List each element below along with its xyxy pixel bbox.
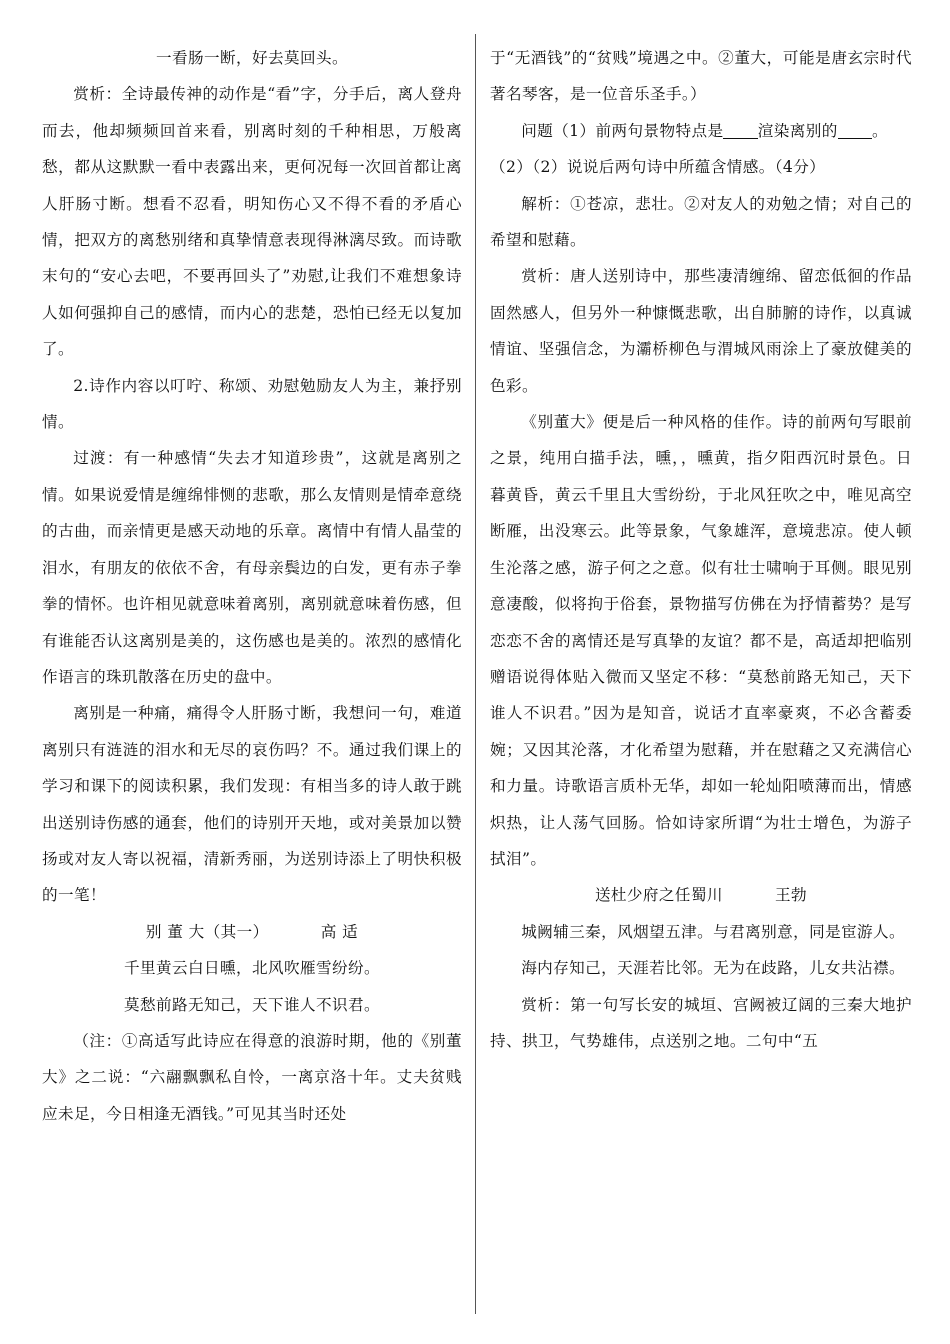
appreciation-paragraph: 赏析：全诗最传神的动作是“看”字，分手后，离人登舟而去，他却频频回首来看，别离时刻的千种相思，万般离愁，都从这默默一看中表露出来，更何况每一次回首都让离人肝肠寸断。想看不忍看，明知伤心又不得不看的矛盾心情，把双方的离愁别绪和真挚情意表现得淋漓尽致。而诗歌末句的“安心去吧，不要再回头了”劝慰,让我们不难想象诗人如何强抑自己的感情，而内心的悲楚，恐怕已经无以复加了。 — [42, 85, 462, 359]
poem-verse-1: 城阙辅三秦，风烟望五津。与君离别意，同是宦游人。 — [521, 922, 906, 941]
poem-title: 送杜少府之任蜀川 — [594, 886, 723, 905]
column-divider — [475, 34, 476, 1314]
answer-blank[interactable] — [723, 122, 757, 139]
poem-author: 高 适 — [320, 922, 359, 941]
answer-blank[interactable] — [838, 122, 872, 139]
appreciation-paragraph: 赏析：第一句写长安的城垣、宫阙被辽阔的三秦大地护持、拱卫，气势雄伟，点送别之地。二句中“五 — [490, 995, 912, 1050]
poem-verse-2: 莫愁前路无知己，天下谁人不识君。 — [124, 995, 380, 1014]
question-1-part-c: 。 — [872, 121, 889, 140]
poem-title: 别 董 大（其一） — [145, 922, 269, 941]
left-column — [42, 40, 462, 1324]
poem-line: 一看肠一断，好去莫回头。 — [156, 49, 348, 67]
poem-verse-2: 海内存知己，天涯若比邻。无为在歧路，儿女共沾襟。 — [521, 959, 906, 978]
note-paragraph: （注：①高适写此诗应在得意的浪游时期，他的《别董大》之二说：“六翮飘飘私自怜，一离京洛十年。丈夫贫贱应未足，今日相逢无酒钱。”可见其当时还处 — [42, 1031, 462, 1123]
note-continuation: 于“无酒钱”的“贫贱”境遇之中。②董大，可能是唐玄宗时代著名琴客，是一位音乐圣手。） — [490, 49, 912, 104]
right-column — [490, 40, 912, 1324]
question-2: （2）（2）说说后两句诗中所蕴含情感。（4分） — [490, 158, 826, 177]
appreciation-paragraph: 赏析：唐人送别诗中，那些凄清缠绵、留恋低徊的作品固然感人，但另外一种慷慨悲歌，出自肺腑的诗作，以真诚情谊、坚强信念，为灞桥柳色与渭城风雨涂上了豪放健美的色彩。 — [490, 267, 912, 395]
poem-heading — [490, 877, 912, 913]
answer-paragraph: 解析：①苍凉，悲壮。②对友人的劝勉之情；对自己的希望和慰藉。 — [490, 194, 912, 250]
point-paragraph: 2.诗作内容以叮咛、称颂、劝慰勉励友人为主，兼抒别情。 — [42, 376, 462, 432]
question-1 — [490, 113, 912, 149]
question-1-part-a: 问题（1）前两句景物特点是 — [521, 121, 724, 140]
transition-paragraph: 过渡：有一种感情“失去才知道珍贵”，这就是离别之情。如果说爱情是缠绵悱恻的悲歌，那么友情则是情牵意绕的古曲，而亲情更是感天动地的乐章。离情中有情人晶莹的泪水，有朋友的依依不舍，有母亲鬓边的白发，更有赤子拳拳的情怀。也许相见就意味着离别，离别就意味着伤感，但有谁能否认这离别是美的，这伤感也是美的。浓烈的感情化作语言的珠玑散落在历史的盘中。 — [42, 449, 462, 686]
body-paragraph: 离别是一种痛，痛得令人肝肠寸断，我想问一句，难道离别只有涟涟的泪水和无尽的哀伤吗？不。通过我们课上的学习和课下的阅读积累，我们发现：有相当多的诗人敢于跳出送别诗伤感的通套，他们的诗别开天地，或对美景加以赞扬或对友人寄以祝福，清新秀丽，为送别诗添上了明快积极的一笔！ — [42, 704, 462, 905]
poem-verse-1: 千里黄云白日曛，北风吹雁雪纷纷。 — [124, 959, 380, 978]
question-1-part-b: 渲染离别的 — [757, 121, 838, 140]
poem-author: 王勃 — [775, 886, 808, 905]
poem-heading — [42, 914, 462, 950]
appreciation-paragraph: 《别董大》便是后一种风格的佳作。诗的前两句写眼前之景，纯用白描手法，曛，，曛黄，指夕阳西沉时景色。日暮黄昏，黄云千里且大雪纷纷，于北风狂吹之中，唯见高空断雁，出没寒云。此等景象，气象雄浑，意境悲凉。使人顿生沦落之感，游子何之之意。似有壮士啸响于耳侧。眼见别意凄酸，似将拘于俗套，景物描写仿佛在为抒情蓄势？是写恋恋不舍的离情还是写真挚的友谊？都不是，高适却把临别赠语说得体贴入微而又坚定不移：“莫愁前路无知己，天下谁人不识君。”因为是知音，说话才直率豪爽，不必含蓄委婉；又因其沦落，才化希望为慰藉，并在慰藉之又充满信心和力量。诗歌语言质朴无华，却如一轮灿阳喷薄而出，情感炽热，让人荡气回肠。恰如诗家所谓“为壮士增色，为游子拭泪”。 — [490, 413, 912, 868]
